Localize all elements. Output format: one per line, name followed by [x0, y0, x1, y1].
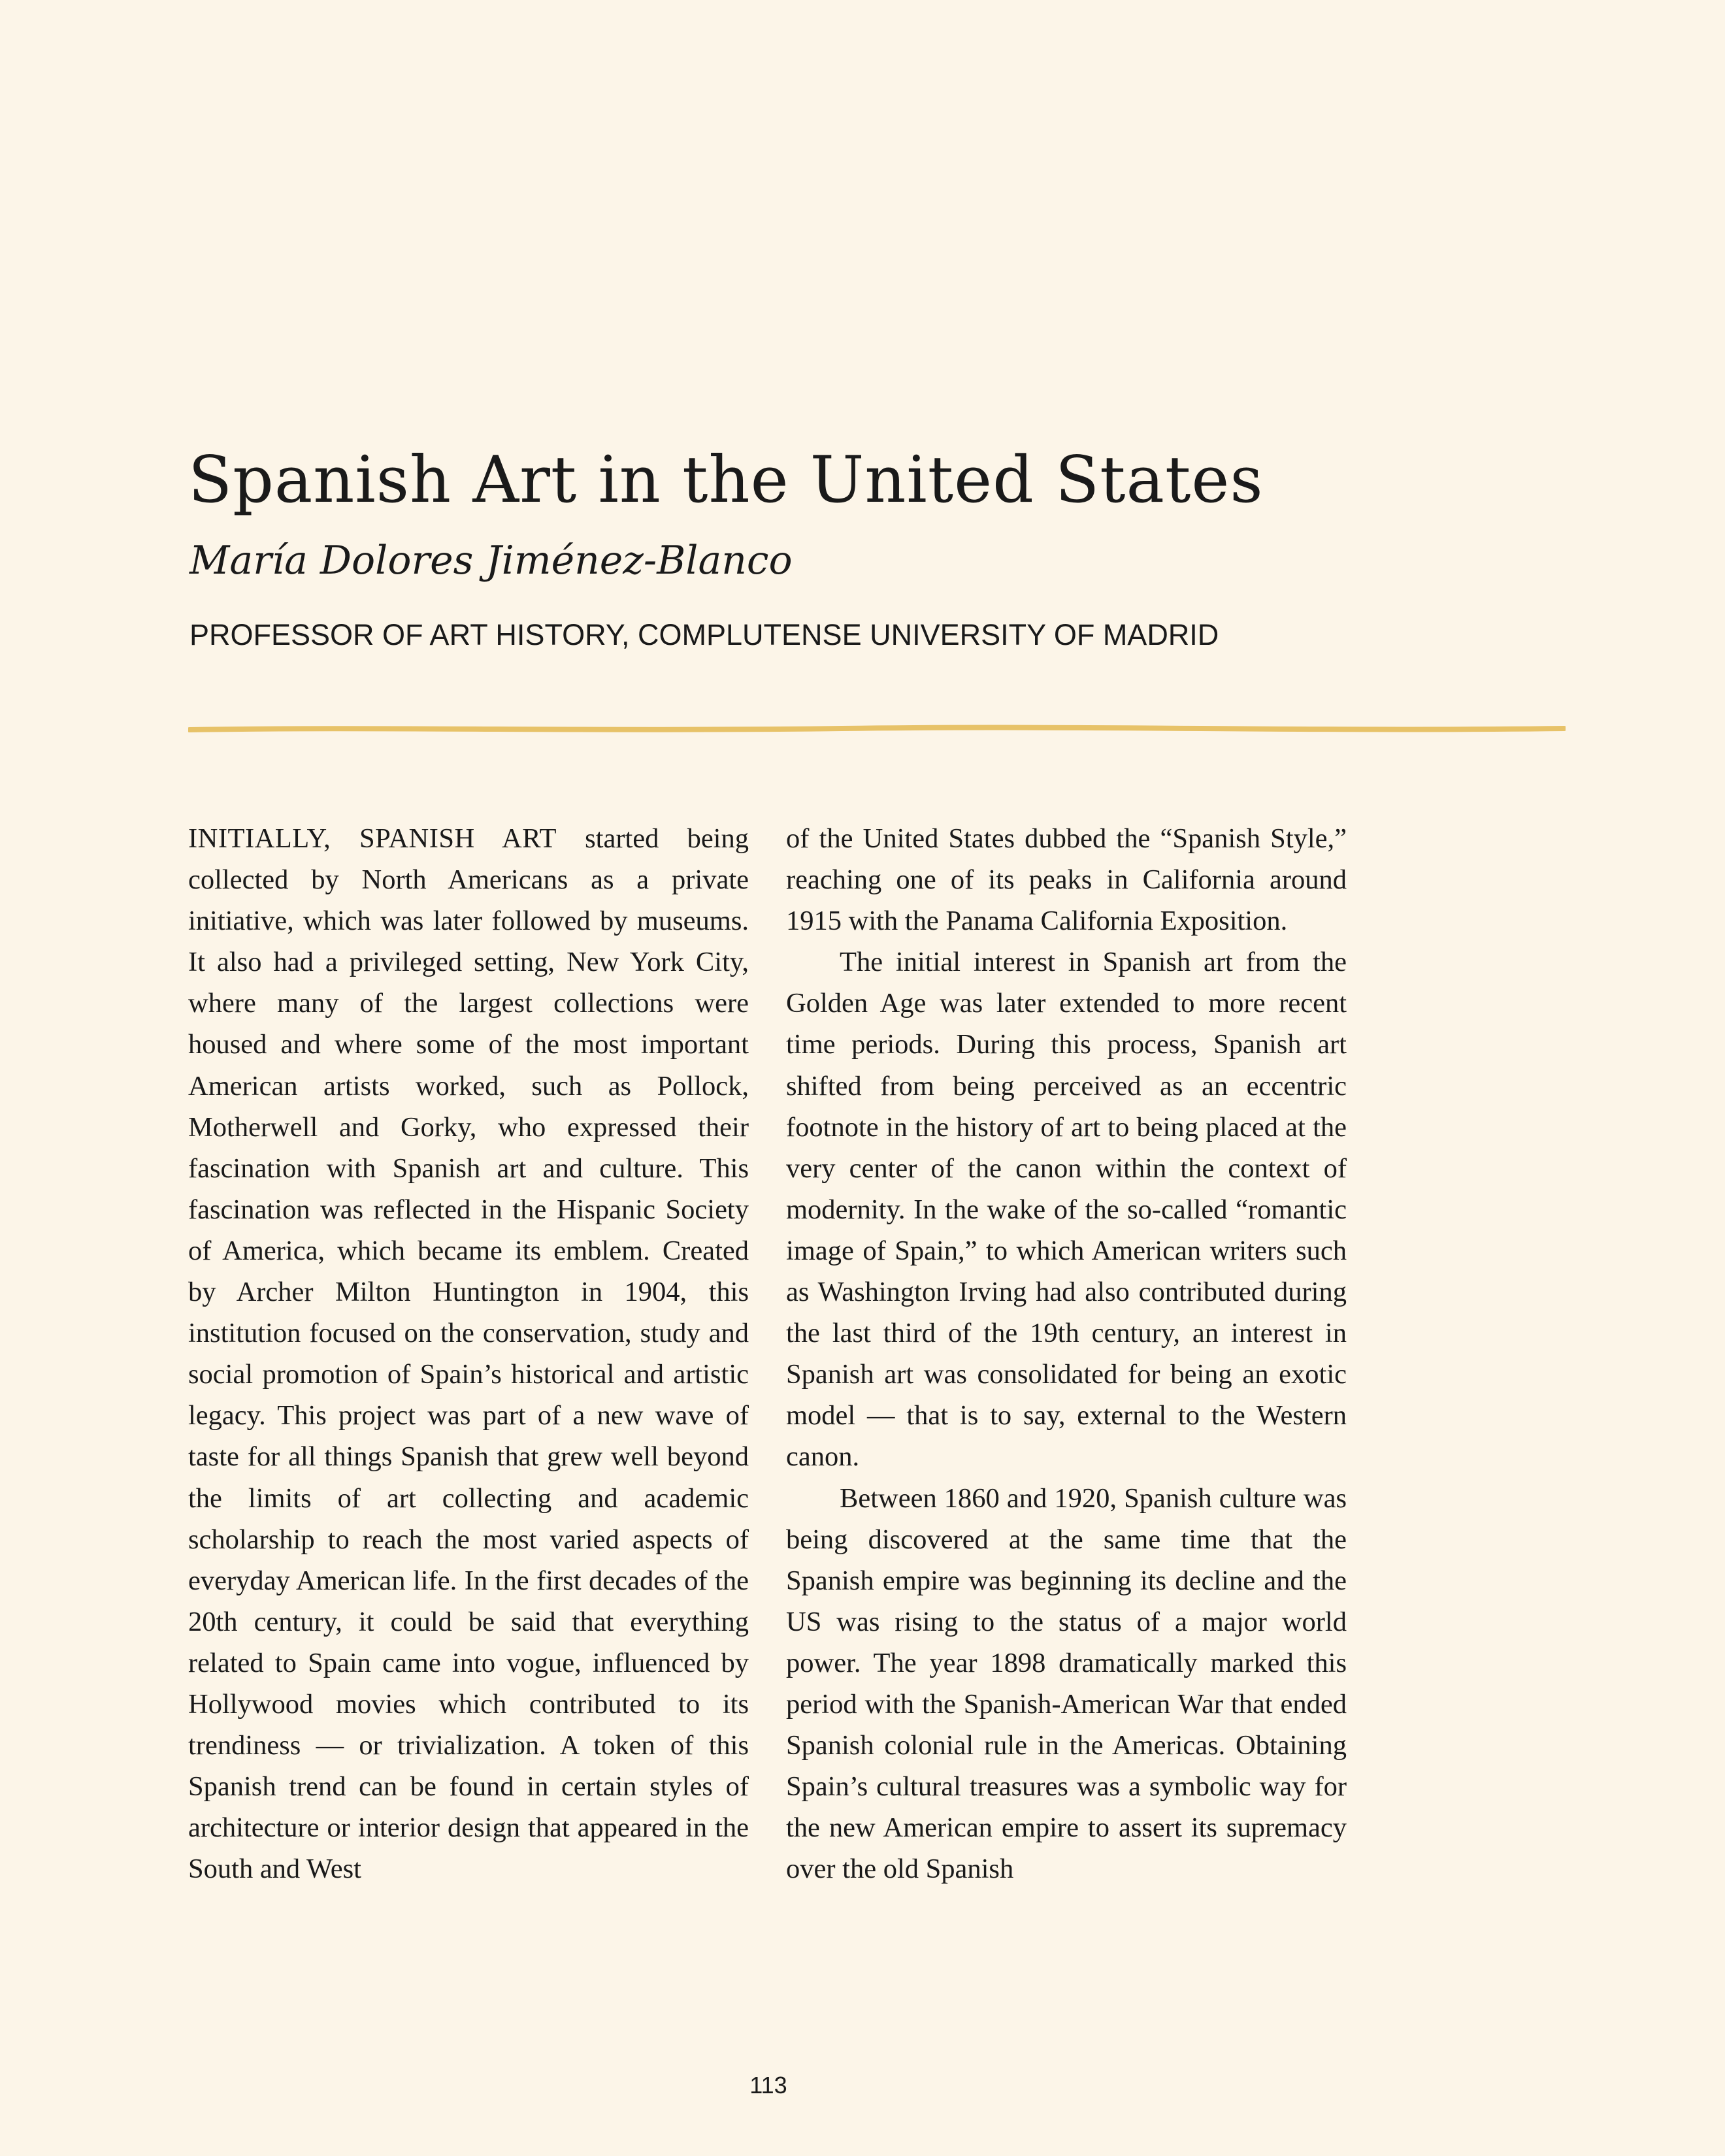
body-paragraph-2: The initial interest in Spanish art from the Golden Age was later extended to more recent time periods. During this process, Spanish art shifted from being perceived as an eccentric footnote in the history of art to being placed at the very center of the canon within the context of modernity. In the wake of the so-called “romantic image of Spain,” to which American writers such as Washington Irving had also contributed during the last third of the 19th century, an interest in Spanish art was consolidated for being an exotic model — that is to say, external to the Western canon. [786, 947, 1347, 1473]
body-paragraph-1 [188, 818, 749, 1889]
author-affiliation: PROFESSOR OF ART HISTORY, COMPLUTENSE UNIVERSITY OF MADRID [189, 618, 1219, 651]
author-name: María Dolores Jiménez-Blanco [189, 538, 793, 583]
body-column-right [786, 818, 1347, 1889]
body-column-left [188, 818, 749, 1889]
paragraph-1-text: started being collected by North Americans as a private initiative, which was later followed by museums. It also had a privileged setting, New York City, where many of the largest collections were housed and where some of the most important American artists worked, such as Pollock, Motherwell and Gorky, who expressed their fascination with Spanish art and culture. This fascination was reflected in the Hispanic Society of America, which became its emblem. Created by Archer Milton Huntington in 1904, this institution focused on the conservation, study and social promotion of Spain’s historical and artistic legacy. This project was part of a new wave of taste for all things Spanish that grew well beyond the limits of art collecting and academic scholarship to reach the most varied aspects of everyday American life. In the first decades of the 20th century, it could be said that everything related to Spain came into vogue, influenced by Hollywood movies which contributed to its trendiness — or trivialization. A token of this Spanish trend can be found in certain styles of architecture or interior design that appeared in the South and West [188, 823, 749, 1885]
body-paragraph-1-continued: of the United States dubbed the “Spanish Style,” reaching one of its peaks in California around 1915 with the Panama California Exposition. [786, 823, 1347, 937]
divider-stroke [189, 728, 1564, 730]
lead-in-caps: INITIALLY, SPANISH ART [188, 823, 557, 854]
body-paragraph-3: Between 1860 and 1920, Spanish culture was being discovered at the same time that the Spanish empire was beginning its decline and the US was rising to the status of a major world power. The year 1898 dramatically marked this period with the Spanish-American War that ended Spanish colonial rule in the Americas. Obtaining Spain’s cultural treasures was a symbolic way for the new American empire to assert its supremacy over the old Spanish [786, 1482, 1347, 1885]
article-title: Spanish Art in the United States [188, 443, 1264, 517]
title-divider [188, 719, 1566, 742]
page-number: 113 [749, 2072, 787, 2099]
